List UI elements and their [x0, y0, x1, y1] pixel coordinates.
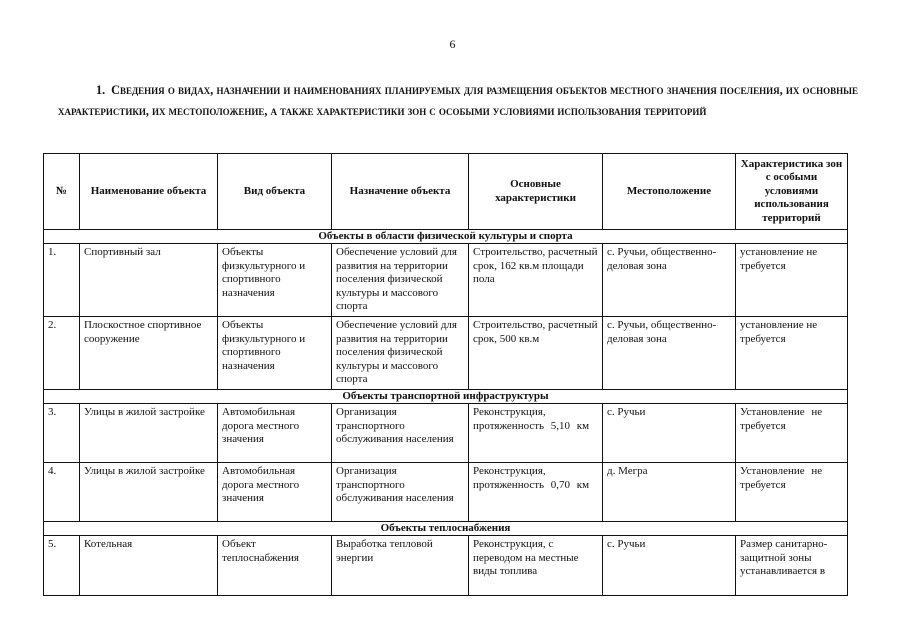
section-heading-number: 1. — [96, 83, 106, 97]
cell-object-purpose: Обеспечение условий для развития на территории поселения физической культуры и массового спорта — [332, 244, 469, 317]
cell-object-type: Объект теплоснабжения — [218, 536, 332, 596]
cell-object-name: Улицы в жилой застройке — [80, 404, 218, 463]
section-row — [44, 522, 848, 536]
cell-zone-characteristics: установление не требуется — [736, 317, 848, 390]
header-object-name: Наименование объекта — [80, 154, 218, 230]
cell-number: 3. — [44, 404, 80, 463]
cell-main-characteristics: Строительство, расчетный срок, 500 кв.м — [469, 317, 603, 390]
table-row — [44, 404, 848, 463]
cell-main-characteristics: Реконструкция, протяженность 5,10 км — [469, 404, 603, 463]
cell-main-characteristics: Строительство, расчетный срок, 162 кв.м площади пола — [469, 244, 603, 317]
cell-object-name: Плоскостное спортивное сооружение — [80, 317, 218, 390]
cell-zone-characteristics: Установление не требуется — [736, 404, 848, 463]
cell-number: 5. — [44, 536, 80, 596]
page-number: 6 — [449, 37, 456, 51]
cell-number: 1. — [44, 244, 80, 317]
header-object-purpose: Назначение объекта — [332, 154, 469, 230]
cell-location: с. Ручьи — [603, 404, 736, 463]
cell-zone-characteristics: Установление не требуется — [736, 463, 848, 522]
header-number: № — [44, 154, 80, 230]
cell-location: с. Ручьи, общественно-деловая зона — [603, 244, 736, 317]
section-row — [44, 390, 848, 404]
section-heading — [58, 80, 858, 122]
cell-zone-characteristics: Размер санитарно-защитной зоны устанавливается в — [736, 536, 848, 596]
table-row — [44, 244, 848, 317]
objects-table — [43, 153, 848, 596]
header-zone-characteristics: Характеристика зон с особыми условиями использования территорий — [736, 154, 848, 230]
table-row — [44, 536, 848, 596]
cell-number: 4. — [44, 463, 80, 522]
cell-object-purpose: Выработка тепловой энергии — [332, 536, 469, 596]
cell-object-type: Автомобильная дорога местного значения — [218, 404, 332, 463]
table-row — [44, 463, 848, 522]
cell-object-type: Автомобильная дорога местного значения — [218, 463, 332, 522]
table-row — [44, 317, 848, 390]
header-location: Местоположение — [603, 154, 736, 230]
cell-main-characteristics: Реконструкция, с переводом на местные виды топлива — [469, 536, 603, 596]
cell-object-purpose: Обеспечение условий для развития на территории поселения физической культуры и массового спорта — [332, 317, 469, 390]
section-row — [44, 230, 848, 244]
cell-object-name: Котельная — [80, 536, 218, 596]
cell-object-purpose: Организация транспортного обслуживания населения — [332, 463, 469, 522]
cell-zone-characteristics: установление не требуется — [736, 244, 848, 317]
cell-object-name: Улицы в жилой застройке — [80, 463, 218, 522]
cell-main-characteristics: Реконструкция, протяженность 0,70 км — [469, 463, 603, 522]
cell-object-type: Объекты физкультурного и спортивного назначения — [218, 317, 332, 390]
table-header-row — [44, 154, 848, 230]
cell-object-type: Объекты физкультурного и спортивного назначения — [218, 244, 332, 317]
cell-location: с. Ручьи, общественно-деловая зона — [603, 317, 736, 390]
section-heading-text: Сведения о видах, назначении и наименованиях планируемых для размещения объектов местного значения поселения, их основные характеристики, их местоположение, а также характеристики зон с особыми условиями использования территорий — [58, 83, 858, 118]
cell-location: с. Ручьи — [603, 536, 736, 596]
header-main-characteristics: Основные характеристики — [469, 154, 603, 230]
section-title: Объекты в области физической культуры и спорта — [44, 230, 848, 244]
section-title: Объекты транспортной инфраструктуры — [44, 390, 848, 404]
cell-object-purpose: Организация транспортного обслуживания населения — [332, 404, 469, 463]
cell-object-name: Спортивный зал — [80, 244, 218, 317]
header-object-type: Вид объекта — [218, 154, 332, 230]
cell-number: 2. — [44, 317, 80, 390]
section-title: Объекты теплоснабжения — [44, 522, 848, 536]
cell-location: д. Мегра — [603, 463, 736, 522]
